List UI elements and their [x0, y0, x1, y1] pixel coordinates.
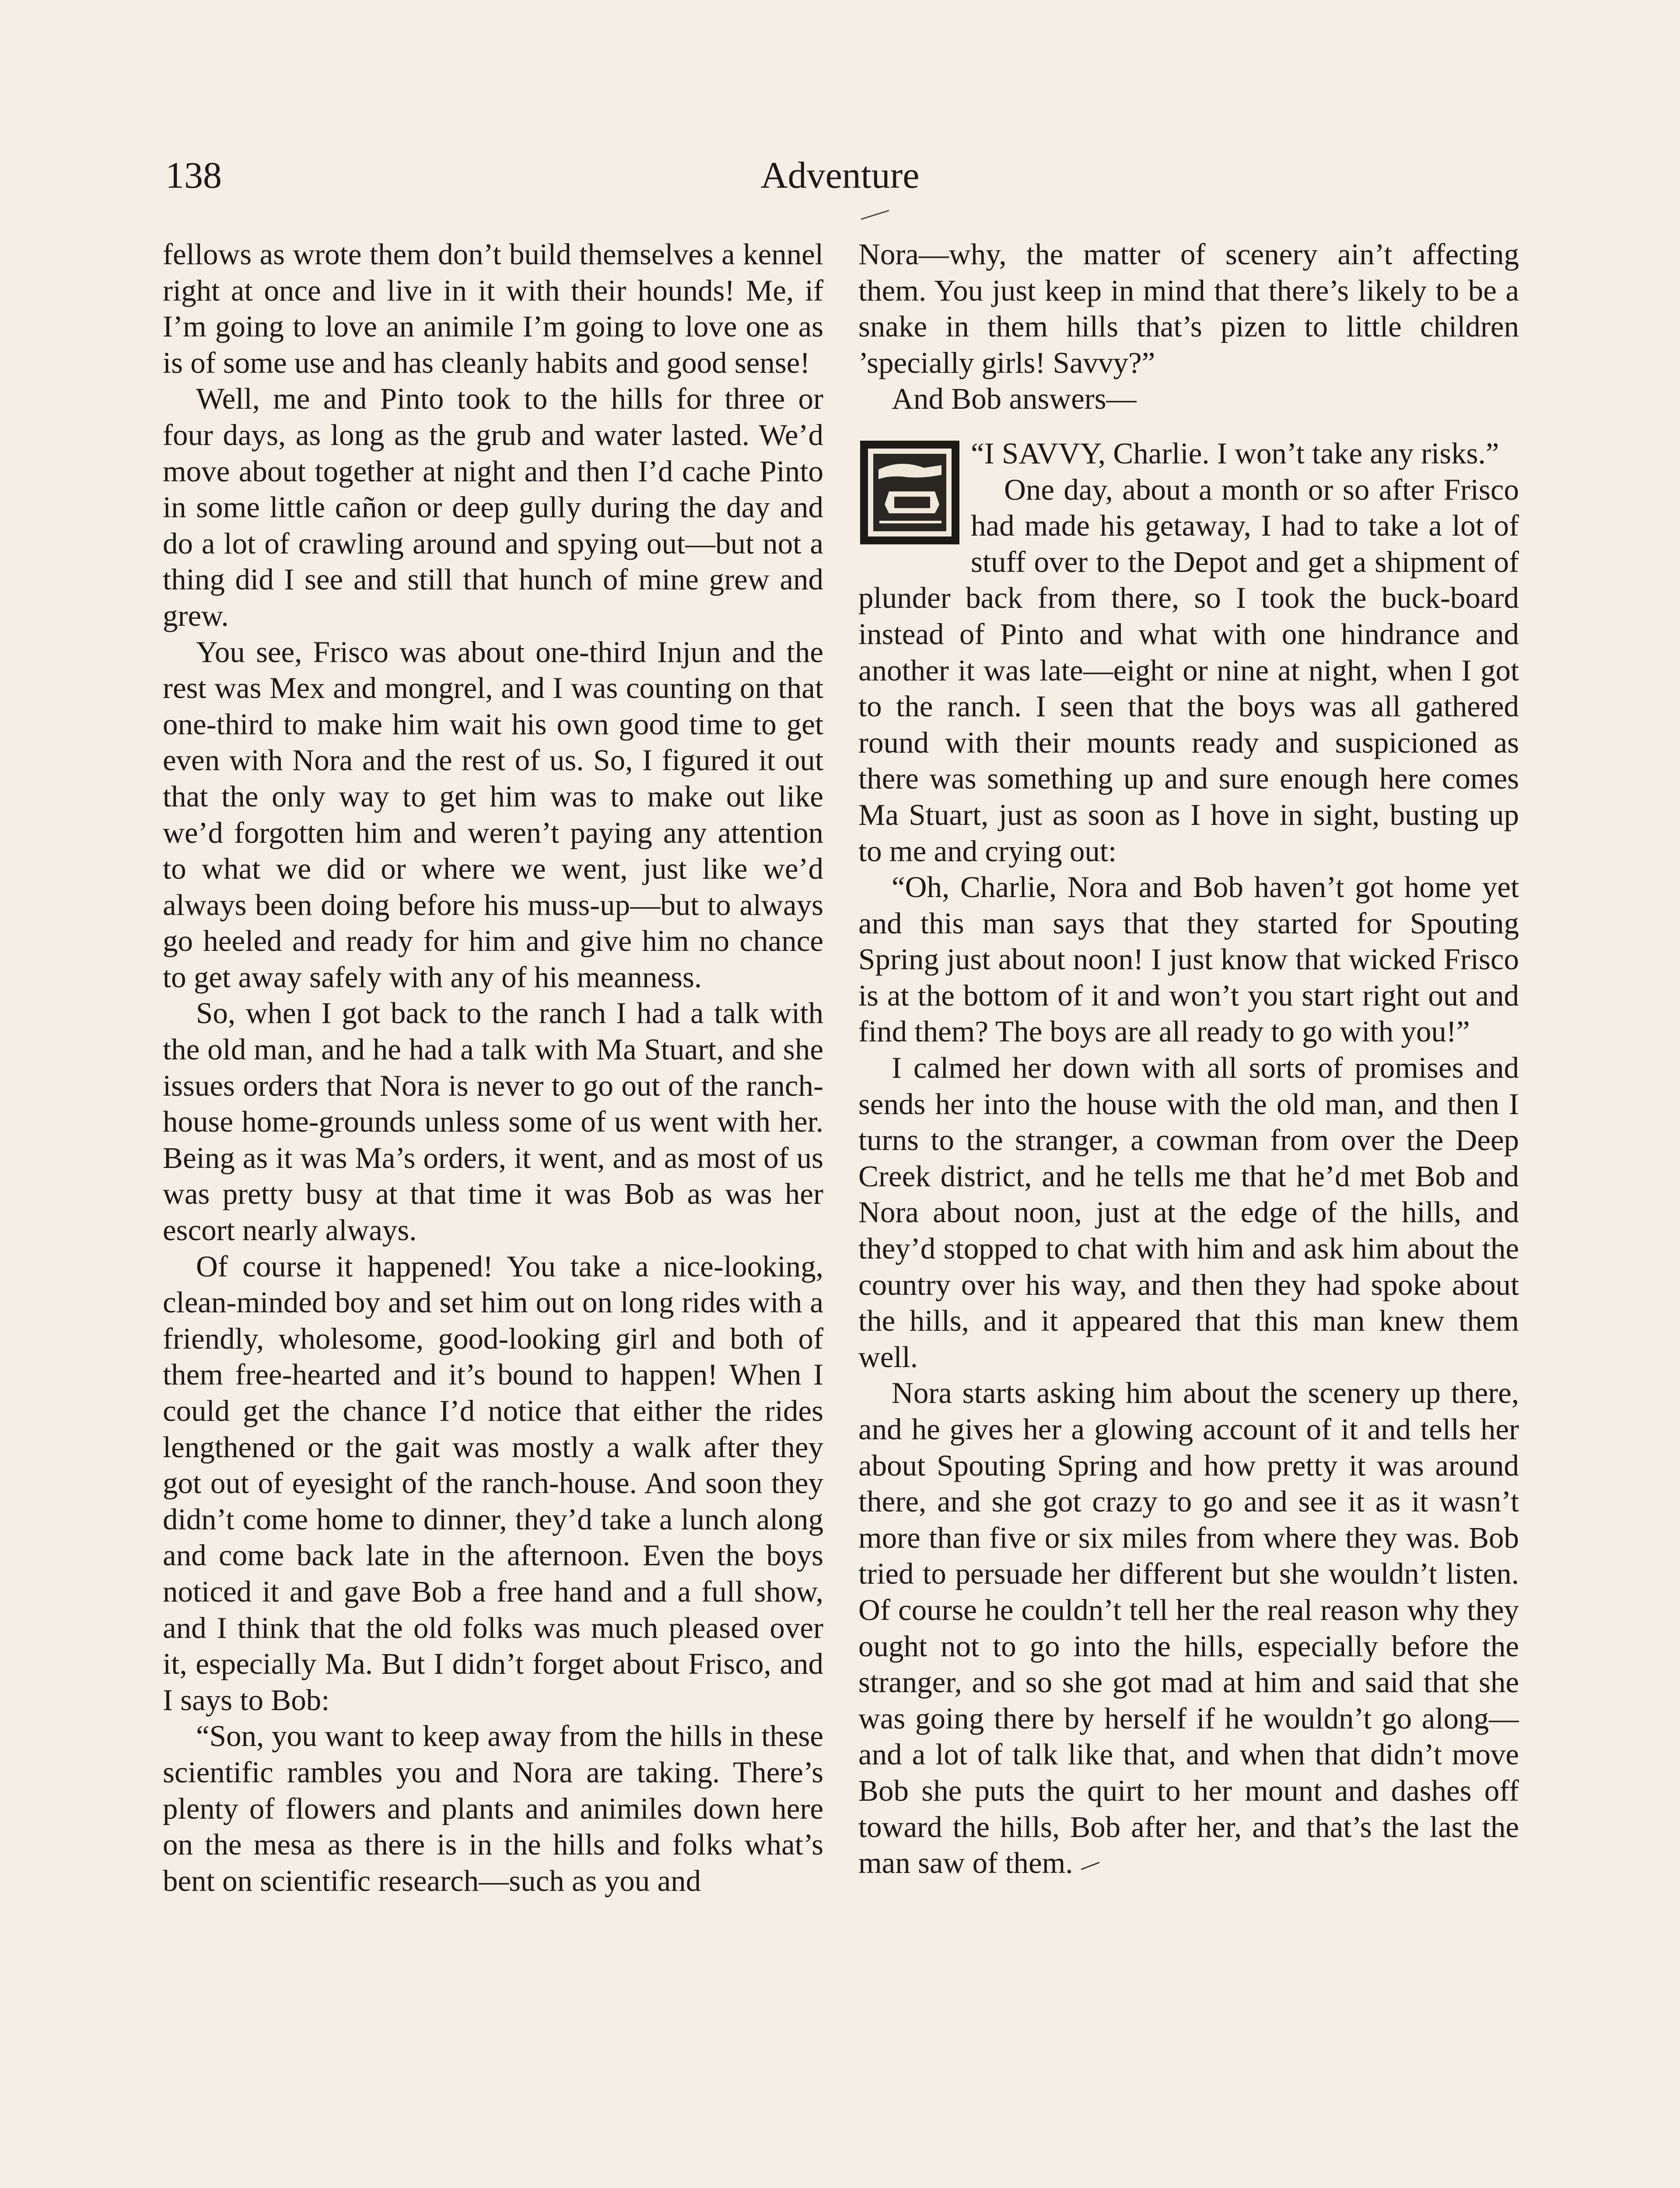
ornamental-initial-icon	[858, 439, 961, 546]
paragraph: “Oh, Charlie, Nora and Bob haven’t got home yet and this man says that they started for Spouting Spring just about noon! I just know that wicked Frisco is at the bottom of it and won’t you start right out and find them? The boys are all ready to go with you!”	[858, 870, 1519, 1048]
paragraph: One day, about a month or so after Frisco had made his getaway, I had to take a lot of stuff over to the Depot and get a shipment of plunder back from there, so I took the buck-board instead of Pinto and what with one hindrance and another it was late—eight or nine at night, when I got to the ranch. I seen that the boys was all gathered round with their mounts ready and suspicioned as there was something up and sure enough here comes Ma Stuart, just as soon as I hove in sight, busting up to me and crying out:	[858, 473, 1519, 868]
end-mark-icon	[1079, 1861, 1101, 1871]
running-title: Adventure	[760, 154, 920, 196]
paragraph: Well, me and Pinto took to the hills for three or four days, as long as the grub and water lasted. We’d move about together at night and then I’d cache Pinto in some little cañon or deep gully during the day and do a lot of crawling around and spying out—but not a thing did I see and still that hunch of mine grew and grew.	[163, 382, 823, 632]
paragraph: And Bob answers—	[892, 382, 1137, 416]
paragraph: I calmed her down with all sorts of promises and sends her into the house with the old man, and then I turns to the stranger, a cowman from over the Deep Creek district, and he tells me that he’d met Bob and Nora about noon, just at the edge of the hills, and they’d stopped to chat with him and ask him about the country over his way, and then they had spoke about the hills, and it appeared that this man knew them well.	[858, 1051, 1519, 1374]
paragraph: Of course it happened! You take a nice-looking, clean-minded boy and set him out on long rides with a friendly, wholesome, good-looking girl and both of them free-hearted and it’s bound to happen! When I could get the chance I’d notice that either the rides lengthened or the gait was mostly a walk after they got out of eyesight of the ranch-house. And soon they didn’t come home to dinner, they’d take a lunch along and come back late in the afternoon. Even the boys noticed it and gave Bob a free hand and a full show, and I think that the old folks was much pleased over it, especially Ma. But I didn’t forget about Frisco, and I says to Bob:	[163, 1249, 823, 1717]
paragraph: So, when I got back to the ranch I had a talk with the old man, and he had a talk with Ma Stuart, and she issues orders that Nora is never to go out of the ranch-house home-grounds unless some of us went with her. Being as it was Ma’s orders, it went, and as most of us was pretty busy at that time it was Bob as was her escort nearly always.	[163, 996, 823, 1247]
paragraph: Nora—why, the matter of scenery ain’t affecting them. You just keep in mind that there’s likely to be a snake in them hills that’s pizen to little children ’specially girls! Savvy?”	[858, 238, 1519, 379]
paragraph	[858, 1375, 1519, 1881]
right-column	[858, 236, 1519, 2188]
page-header	[165, 153, 1515, 206]
left-column	[163, 236, 823, 2188]
page-number: 138	[165, 154, 222, 196]
paragraph: fellows as wrote them don’t build themselves a kennel right at once and live in it with their hounds! Me, if I’m going to love an animile I’m going to love one as is of some use and has cleanly habits and good sense!	[163, 238, 823, 379]
paragraph: “Son, you want to keep away from the hills in these scientific rambles you and Nora are taking. There’s plenty of flowers and plants and animiles down here on the mesa as there is in the hills and folks what’s bent on scientific research—such as you and	[163, 1719, 823, 1897]
dropcap-paragraph	[858, 435, 1519, 472]
paragraph: You see, Frisco was about one-third Injun and the rest was Mex and mongrel, and I was counting on that one-third to make him wait his own good time to get even with Nora and the rest of us. So, I figured it out that the only way to get him was to make out like we’d forgotten him and weren’t paying any attention to what we did or where we went, just like we’d always been doing before his muss-up—but to always go heeled and ready for him and give him no chance to get away safely with any of his meanness.	[163, 635, 823, 994]
paragraph-text: Nora starts asking him about the scenery up there, and he gives her a glowing account of it and tells her about Spouting Spring and how pretty it was around there, and she got crazy to go and see it as it wasn’t more than five or six miles from where they was. Bob tried to persuade her different but she wouldn’t listen. Of course he couldn’t tell her the real reason why they ought not to go into the hills, especially before the stranger, and so she got mad at him and said that she was going there by herself if he wouldn’t go along—and a lot of talk like that, and when that didn’t move Bob she puts the quirt to her mount and dashes off toward the hills, Bob after her, and that’s the last the man saw of them.	[858, 1376, 1519, 1880]
pencil-tick-mark	[858, 208, 892, 221]
paragraph: “I SAVVY, Charlie. I won’t take any risks.”	[971, 436, 1499, 470]
section-break	[858, 417, 1519, 435]
